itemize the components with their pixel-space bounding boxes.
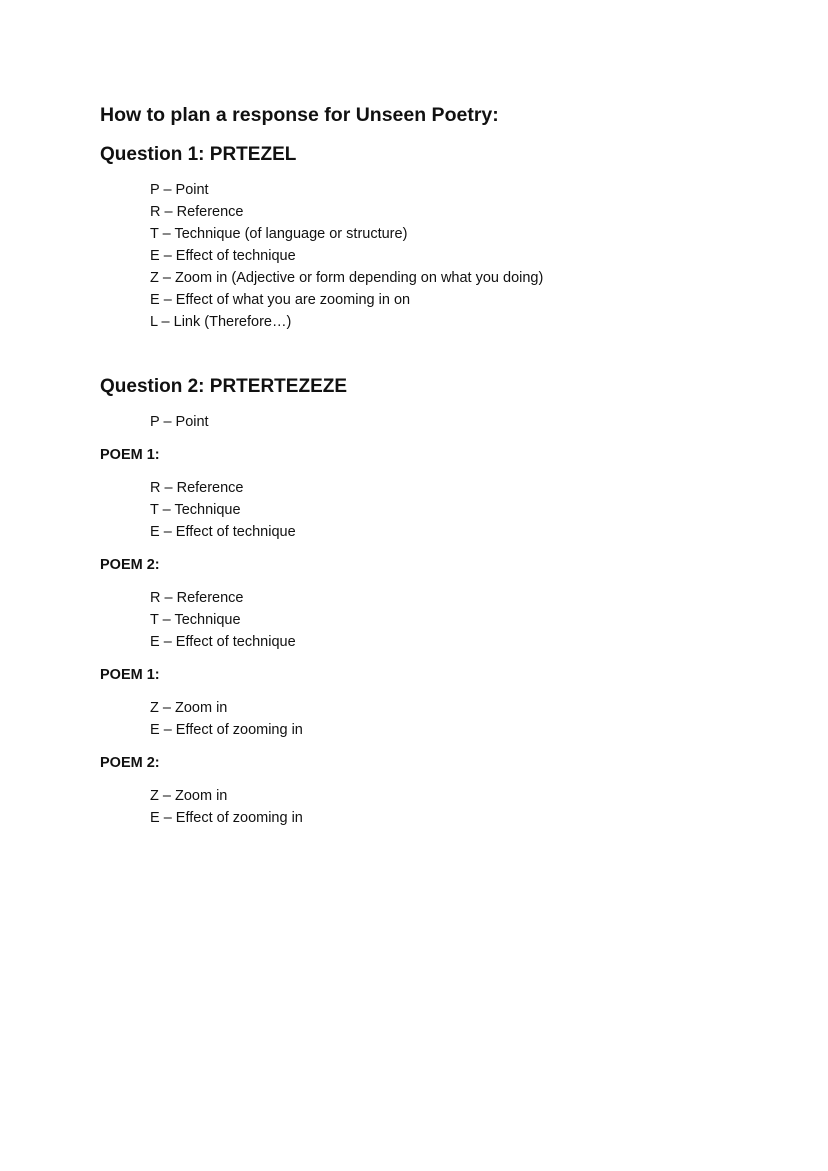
list-item: E – Effect of zooming in [150, 722, 303, 738]
poem-label: POEM 1: [100, 447, 160, 463]
poem-block-list [100, 697, 828, 741]
poem-label: POEM 2: [100, 755, 160, 771]
list-item: T – Technique [150, 502, 241, 518]
list-item: E – Effect of what you are zooming in on [150, 292, 411, 308]
question-1-list [100, 179, 828, 333]
list-item: E – Effect of technique [150, 248, 296, 264]
list-item: L – Link (Therefore…) [150, 314, 292, 330]
document-title: How to plan a response for Unseen Poetry: [100, 104, 499, 126]
list-item: P – Point [150, 414, 209, 430]
list-item: E – Effect of technique [150, 634, 296, 650]
list-item: E – Effect of zooming in [150, 810, 303, 826]
list-item: E – Effect of technique [150, 524, 296, 540]
poem-block-list [100, 477, 828, 543]
list-item: R – Reference [150, 480, 244, 496]
list-item: T – Technique [150, 612, 241, 628]
list-item: T – Technique (of language or structure) [150, 226, 408, 242]
question-2-heading: Question 2: PRTERTEZEZE [100, 376, 348, 397]
list-item: Z – Zoom in [150, 700, 228, 716]
question-1-heading: Question 1: PRTEZEL [100, 144, 297, 165]
poem-label: POEM 1: [100, 667, 160, 683]
list-item: R – Reference [150, 590, 244, 606]
poem-block-list [100, 587, 828, 653]
poem-block-list [100, 785, 828, 829]
question-2-intro-list [100, 411, 828, 433]
list-item: P – Point [150, 182, 209, 198]
list-item: Z – Zoom in [150, 788, 228, 804]
list-item: Z – Zoom in (Adjective or form depending on what you doing) [150, 270, 544, 286]
list-item: R – Reference [150, 204, 244, 220]
poem-label: POEM 2: [100, 557, 160, 573]
